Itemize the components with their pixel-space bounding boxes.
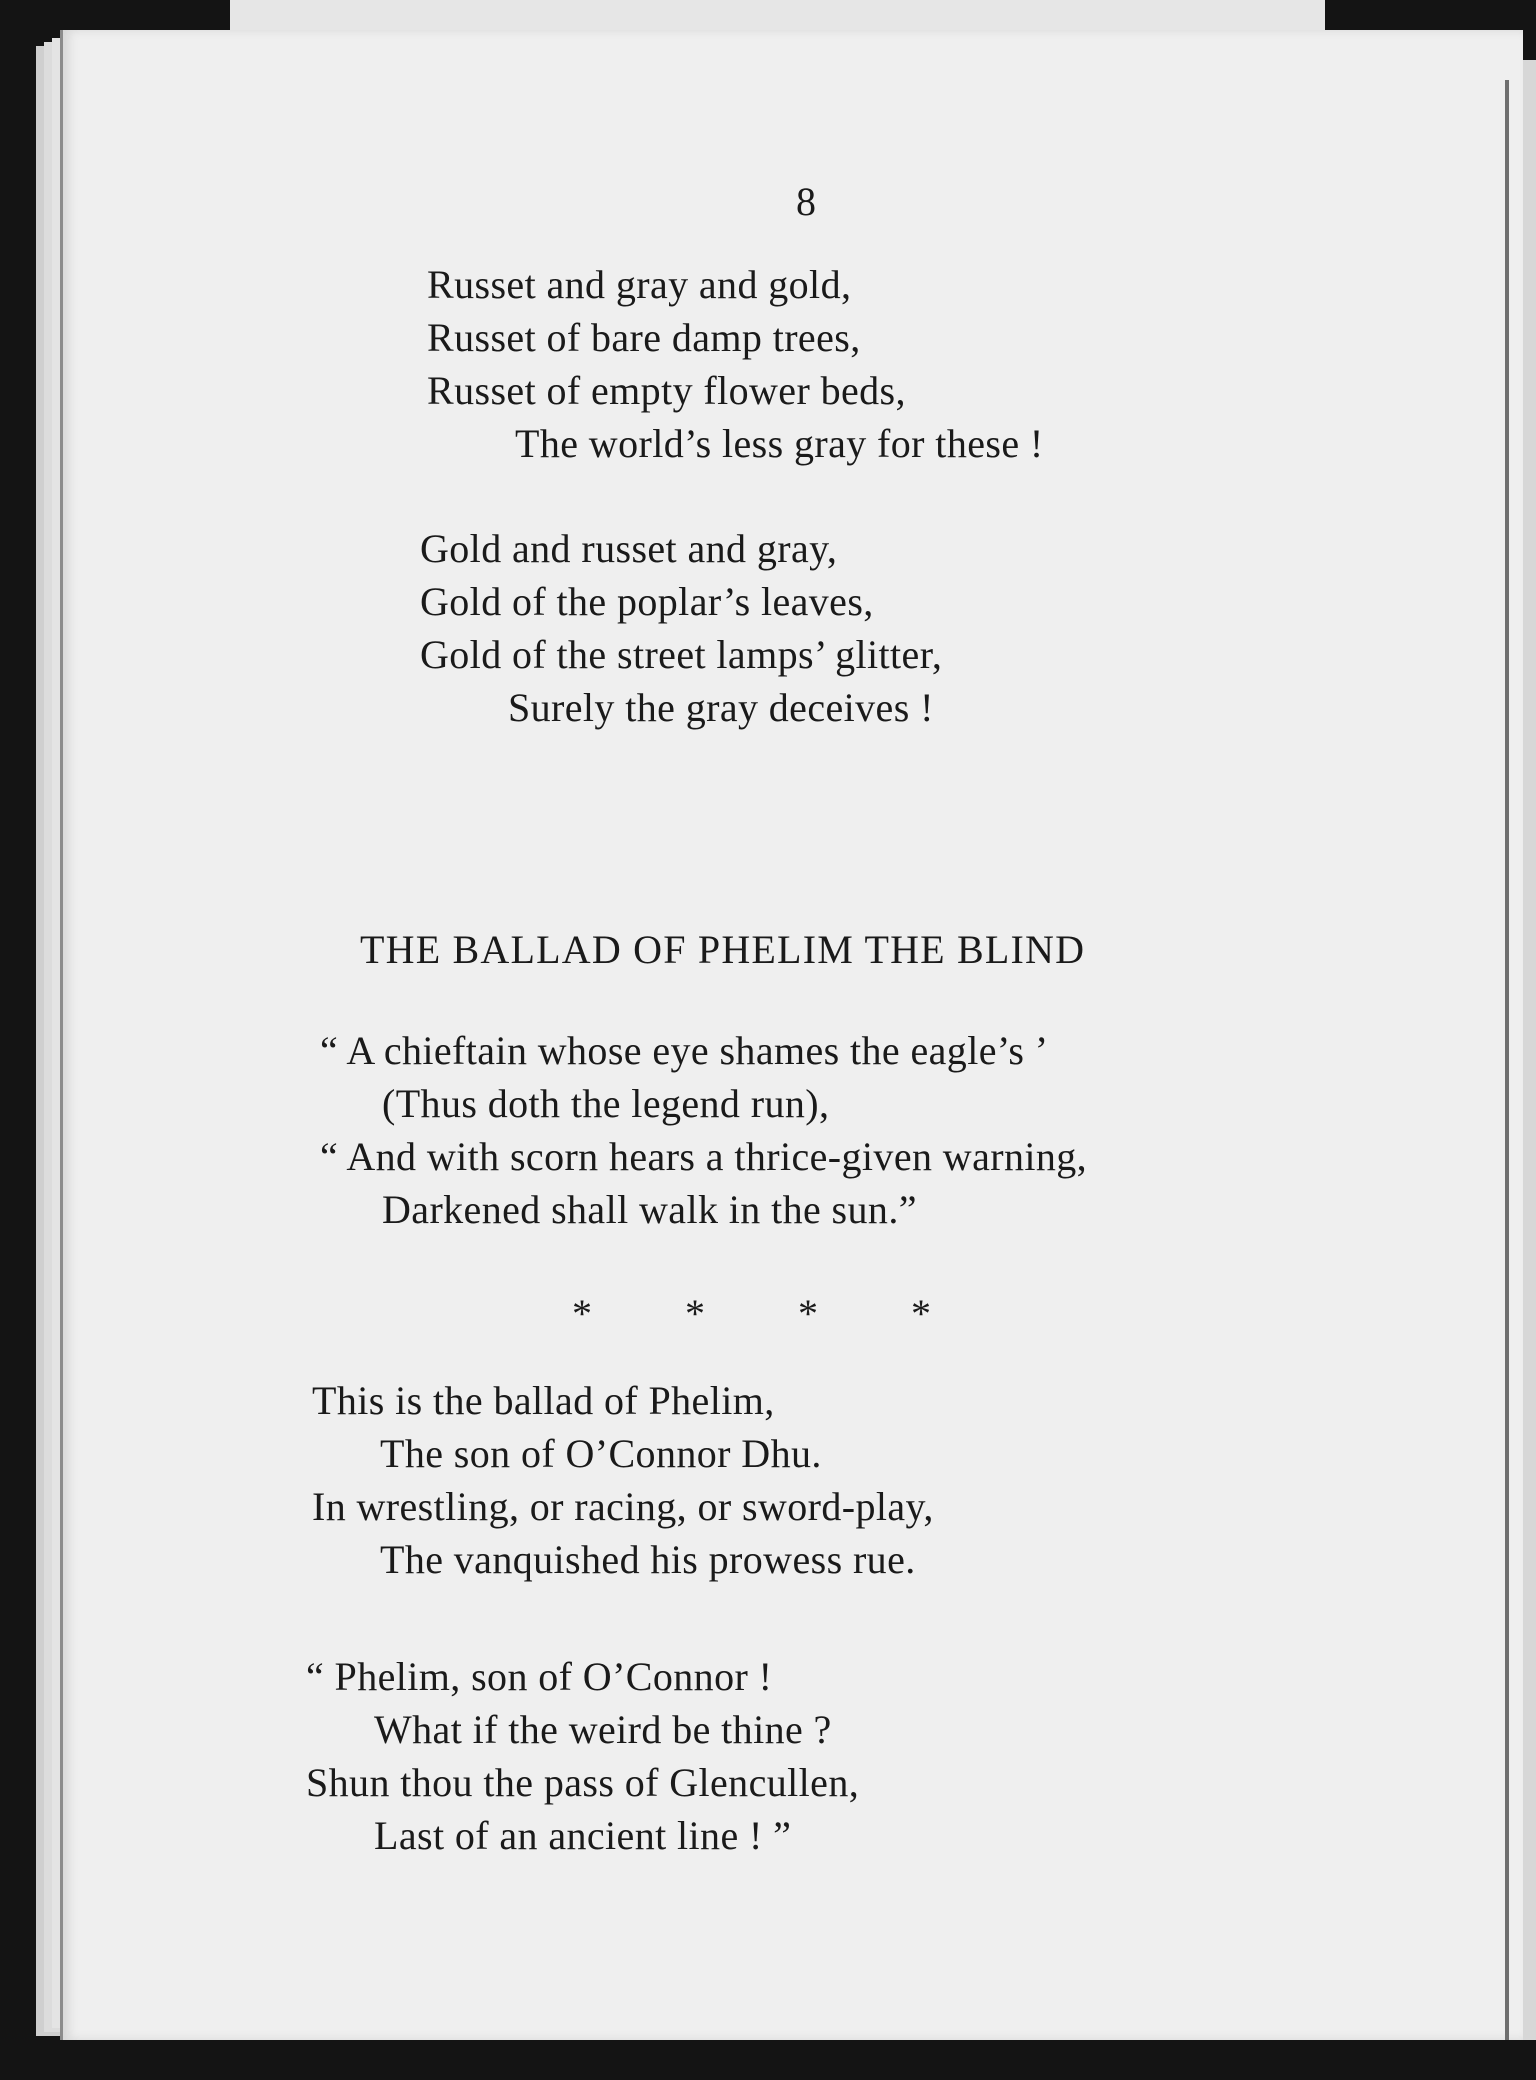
verse-line: “ And with scorn hears a thrice-given warning, (320, 1134, 1088, 1179)
asterisk: * (572, 1291, 592, 1336)
verse-line: The world’s less gray for these ! (515, 421, 1044, 466)
verse-line: “ Phelim, son of O’Connor ! (306, 1654, 773, 1699)
poem-epigraph (320, 1024, 1087, 1236)
verse-line: Gold of the poplar’s leaves, (420, 579, 874, 624)
verse-line: What if the weird be thine ? (374, 1707, 832, 1752)
verse-line: (Thus doth the legend run), (382, 1081, 830, 1126)
asterisk: * (911, 1291, 931, 1336)
poem-2-stanza-1 (312, 1374, 934, 1586)
verse-line: “ A chieftain whose eye shames the eagle’s ’ (320, 1028, 1049, 1073)
verse-line: This is the ballad of Phelim, (312, 1378, 775, 1423)
verse-line: Surely the gray deceives ! (508, 685, 934, 730)
verse-line: The vanquished his prowess rue. (380, 1537, 916, 1582)
asterisk: * (798, 1291, 818, 1336)
poem-title: THE BALLAD OF PHELIM THE BLIND (360, 927, 1086, 972)
section-separator (572, 1290, 1024, 1337)
asterisk: * (685, 1291, 705, 1336)
verse-line: Russet of bare damp trees, (427, 315, 861, 360)
poem-2-stanza-2 (306, 1650, 859, 1862)
verse-line: Russet and gray and gold, (427, 262, 852, 307)
verse-line: Last of an ancient line ! ” (374, 1813, 792, 1858)
verse-line: In wrestling, or racing, or sword-play, (312, 1484, 934, 1529)
verse-line: Russet of empty flower beds, (427, 368, 906, 413)
poem-1-stanza-1 (427, 258, 1044, 470)
verse-line: Darkened shall walk in the sun.” (382, 1187, 917, 1232)
verse-line: Gold of the street lamps’ glitter, (420, 632, 943, 677)
verse-line: Shun thou the pass of Glencullen, (306, 1760, 860, 1805)
verse-line: The son of O’Connor Dhu. (380, 1431, 822, 1476)
verse-line: Gold and russet and gray, (420, 526, 838, 571)
poem-1-stanza-2 (420, 522, 942, 734)
book-gutter (1505, 80, 1509, 2040)
page-number: 8 (796, 179, 817, 224)
